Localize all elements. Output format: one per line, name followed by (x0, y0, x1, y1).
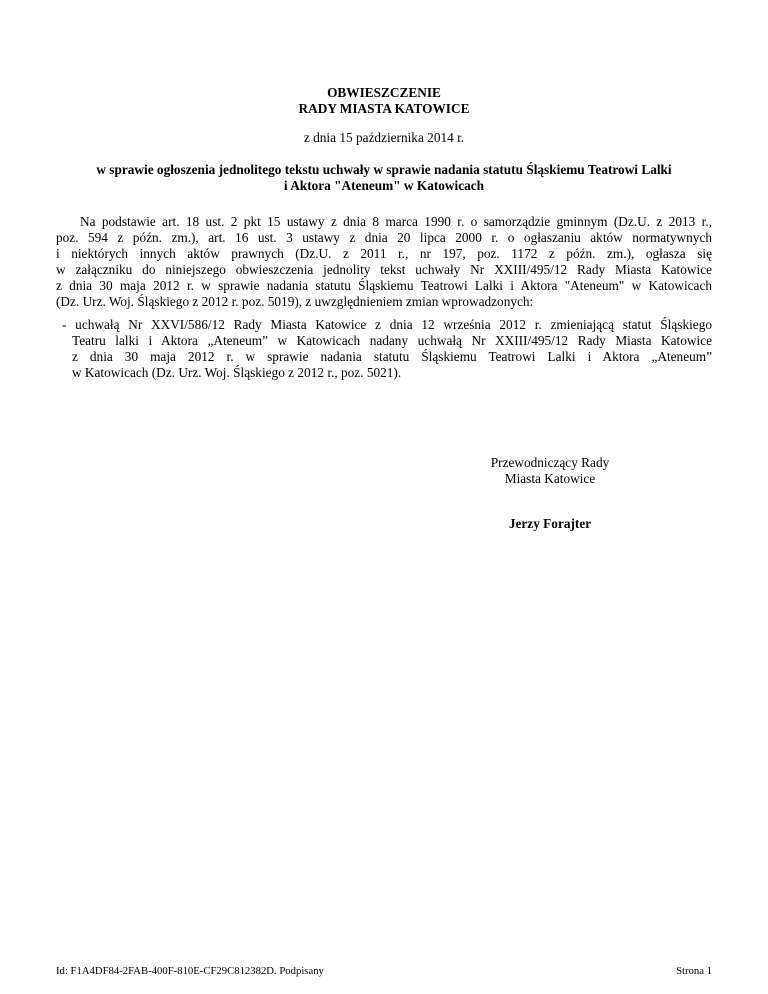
document-date: z dnia 15 października 2014 r. (303, 130, 465, 145)
signatory-name: Jerzy Forajter (508, 516, 592, 531)
paragraph-line: i niektórych innych aktów prawnych (Dz.U. z 2011 r., nr 197, poz. 1172 z późn. zm.), ogłasza się (56, 246, 712, 261)
main-paragraph (56, 214, 712, 310)
footer-document-id: Id: F1A4DF84-2FAB-400F-810E-CF29C812382D. Podpisany (56, 965, 324, 977)
issuer-heading: RADY MIASTA KATOWICE (298, 101, 470, 116)
amendment-line: - uchwałą Nr XXVI/586/12 Rady Miasta Katowice z dnia 12 września 2012 r. zmieniającą statut Śląskiego (62, 317, 712, 332)
paragraph-line: z dnia 30 maja 2012 r. w sprawie nadania statutu Śląskiemu Teatrowi Lalki i Aktora "Ateneum" w Katowicach (56, 278, 712, 293)
amendment-line: z dnia 30 maja 2012 r. w sprawie nadania statutu Śląskiemu Teatrowi Lalki i Aktora „Ateneum” (72, 349, 712, 364)
amendment-list-item (62, 317, 712, 381)
amendment-line: Teatru lalki i Aktora „Ateneum” w Katowicach nadany uchwałą Nr XXIII/495/12 Rady Miasta Katowice (72, 333, 712, 348)
subject-line-1: w sprawie ogłoszenia jednolitego tekstu uchwały w sprawie nadania statutu Śląskiemu Teatrowi Lalki (96, 162, 672, 177)
amendment-line: w Katowicach (Dz. Urz. Woj. Śląskiego z 2012 r., poz. 5021). (72, 365, 402, 380)
footer-page-number: Strona 1 (676, 965, 712, 977)
paragraph-line: poz. 594 z późn. zm.), art. 16 ust. 3 ustawy z dnia 20 lipca 2000 r. o ogłaszaniu aktów normatywnych (56, 230, 712, 245)
paragraph-line: w załączniku do niniejszego obwieszczenia jednolity tekst uchwały Nr XXIII/495/12 Rady Miasta Katowice (56, 262, 712, 277)
document-type-heading: OBWIESZCZENIE (327, 85, 441, 100)
signatory-title-line-2: Miasta Katowice (504, 471, 596, 486)
signatory-title-line-1: Przewodniczący Rady (490, 455, 610, 470)
subject-line-2: i Aktora "Ateneum" w Katowicach (283, 178, 485, 193)
paragraph-line: (Dz. Urz. Woj. Śląskiego z 2012 r. poz. 5019), z uwzględnieniem zmian wprowadzonych: (56, 294, 534, 309)
paragraph-line: Na podstawie art. 18 ust. 2 pkt 15 ustawy z dnia 8 marca 1990 r. o samorządzie gminnym (Dz.U. z 2013 r., (80, 214, 712, 229)
